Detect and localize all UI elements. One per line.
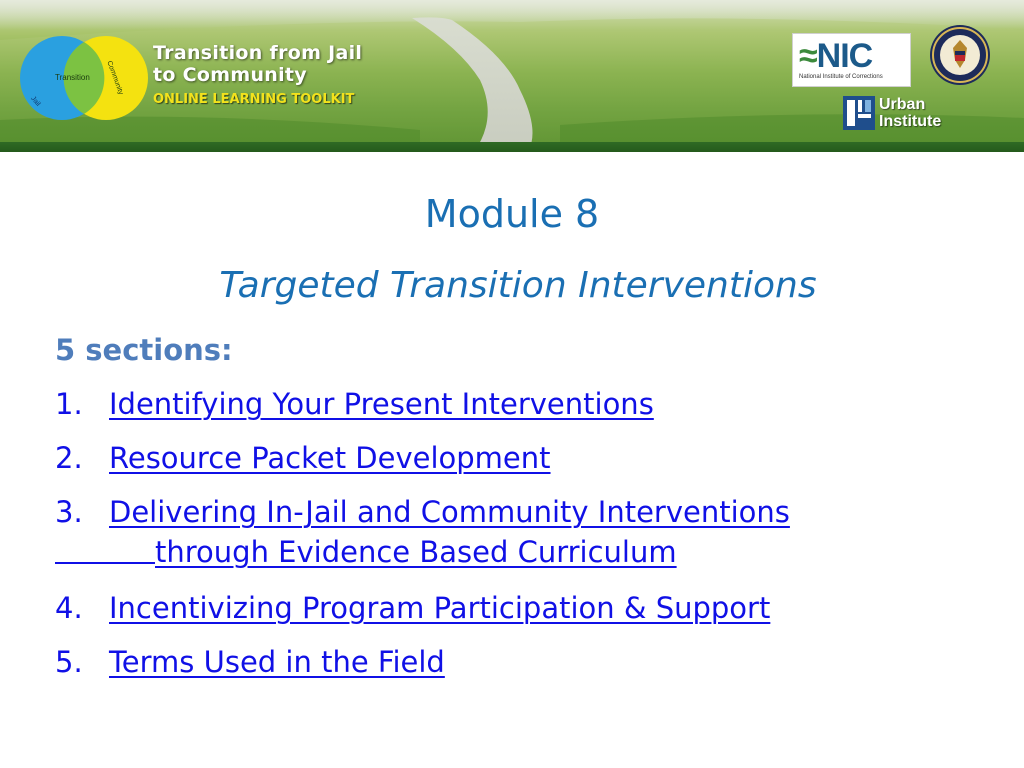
banner-bottom-strip xyxy=(0,142,1024,152)
section-link-delivering-interventions-continued[interactable] xyxy=(55,532,677,572)
urban-institute-icon xyxy=(843,96,875,130)
urban-line1: Urban xyxy=(879,96,926,113)
section-link-identifying-interventions[interactable]: Identifying Your Present Interventions xyxy=(109,387,654,421)
section-number: 4. xyxy=(55,591,83,625)
logo-label-transition: Transition xyxy=(55,73,90,82)
section-link-terms-used[interactable]: Terms Used in the Field xyxy=(109,645,445,679)
nic-logo xyxy=(792,33,911,87)
urban-institute-name xyxy=(879,96,941,130)
toolkit-title-line2: to Community xyxy=(153,64,307,86)
section-item-4 xyxy=(55,588,770,628)
section-number: 5. xyxy=(55,645,83,679)
section-item-5 xyxy=(55,642,445,682)
section-number: 3. xyxy=(55,495,83,529)
nic-caption: National Institute of Corrections xyxy=(799,74,883,80)
urban-line2: Institute xyxy=(879,113,942,130)
sections-label: 5 sections: xyxy=(55,333,233,367)
toolkit-title-line1: Transition from Jail xyxy=(153,42,363,64)
module-subtitle: Targeted Transition Interventions xyxy=(219,265,817,306)
logo-label-community: Community xyxy=(105,60,125,96)
section-link-delivering-interventions[interactable]: Delivering In-Jail and Community Interventions xyxy=(109,495,790,529)
section-number: 1. xyxy=(55,387,83,421)
toolkit-subtitle: ONLINE LEARNING TOOLKIT xyxy=(153,92,355,107)
section-link-continuation-text: through Evidence Based Curriculum xyxy=(155,535,677,569)
section-link-resource-packet[interactable]: Resource Packet Development xyxy=(109,441,551,475)
logo-label-jail: Jail xyxy=(29,95,42,108)
section-item-1 xyxy=(55,384,654,424)
section-item-3 xyxy=(55,492,790,532)
module-title: Module 8 xyxy=(424,192,600,236)
section-number: 2. xyxy=(55,441,83,475)
section-item-2 xyxy=(55,438,551,478)
nic-mark: ≈NIC xyxy=(799,37,873,75)
section-link-incentivizing-participation[interactable]: Incentivizing Program Participation & Support xyxy=(109,591,771,625)
urban-institute-logo xyxy=(843,96,973,134)
underline-gap xyxy=(55,532,155,564)
header-banner xyxy=(0,0,1024,152)
toolkit-title xyxy=(153,42,362,86)
doj-seal-icon xyxy=(929,24,991,86)
